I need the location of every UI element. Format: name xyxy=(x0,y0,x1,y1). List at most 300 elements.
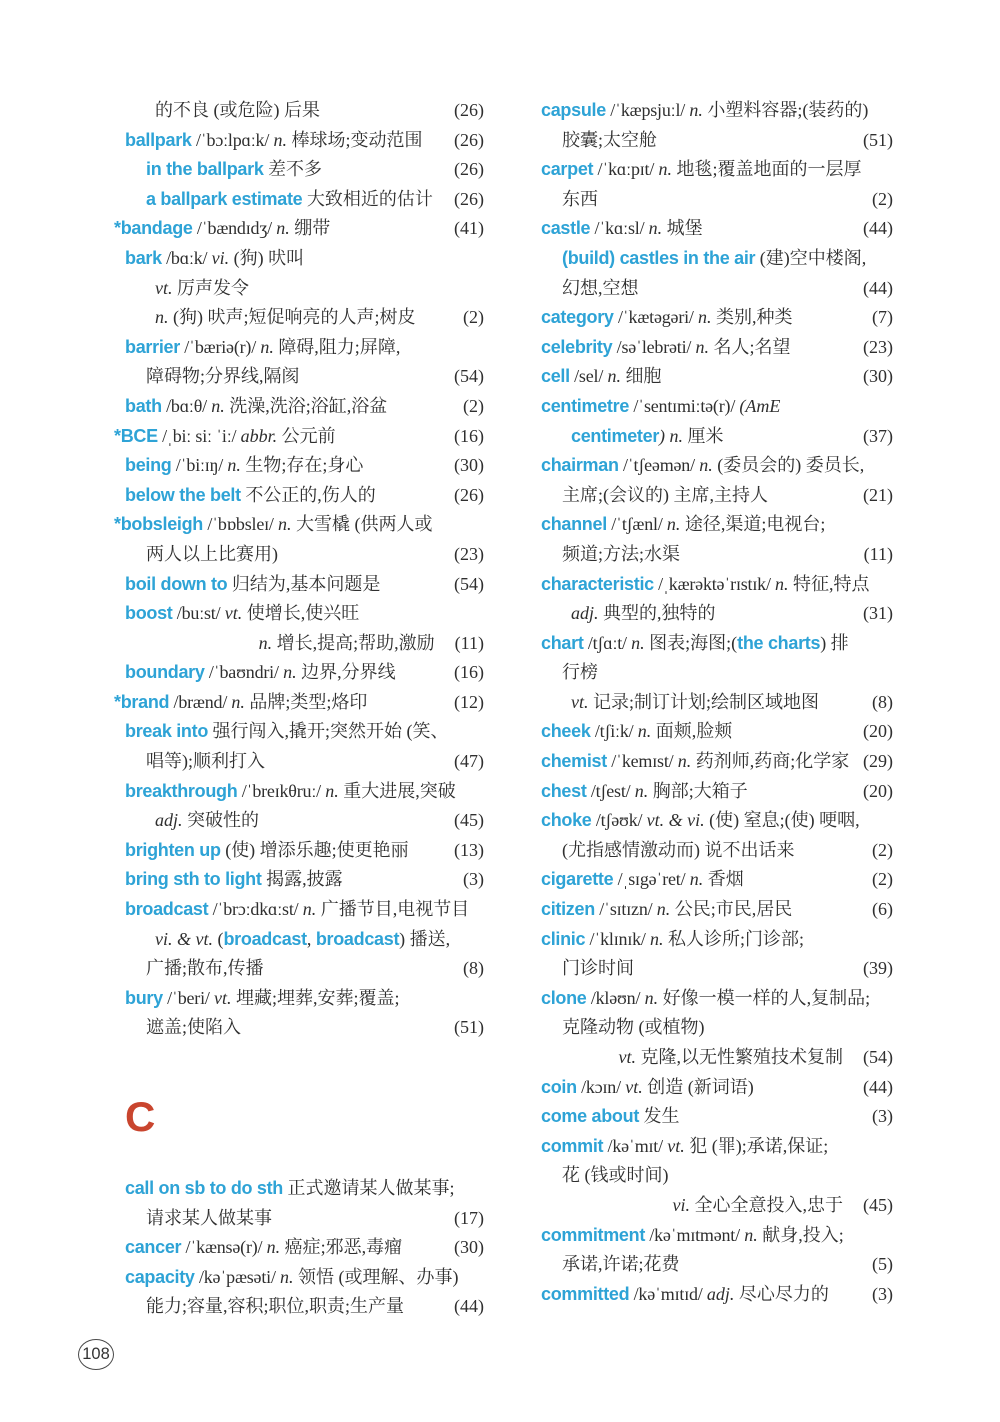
headword: *BCE xyxy=(114,425,158,446)
part-of-speech: n. xyxy=(258,632,273,653)
part-of-speech: vt. & vi. xyxy=(646,810,705,831)
entry-text xyxy=(541,303,793,333)
chinese-gloss: 尽心尽力的 xyxy=(734,1283,829,1304)
vocab-line xyxy=(541,1221,893,1251)
entry-text xyxy=(562,658,598,688)
part-of-speech: n. xyxy=(227,455,241,476)
entry-text xyxy=(125,865,343,895)
page-ref: (3) xyxy=(872,1283,893,1304)
part-of-speech: ) n. xyxy=(659,425,684,446)
vocab-line xyxy=(125,1233,484,1263)
entry-text xyxy=(541,717,732,747)
headword: celebrity xyxy=(541,336,613,357)
part-of-speech: n. xyxy=(634,780,649,801)
vocab-line xyxy=(125,658,484,688)
chinese-gloss: 胸部;大箱子 xyxy=(648,780,748,801)
entry-text xyxy=(125,333,400,363)
chinese-gloss: 埋藏;埋葬,安葬;覆盖; xyxy=(231,987,400,1008)
headword: capsule xyxy=(541,100,606,120)
part-of-speech: n. xyxy=(648,218,663,239)
part-of-speech: n. xyxy=(658,159,672,180)
phonetic: /ˈtʃeəmən/ xyxy=(618,455,700,476)
headword: cigarette xyxy=(541,869,614,890)
vocab-line xyxy=(125,392,484,422)
phonetic: /kɔɪn/ xyxy=(576,1076,626,1097)
vocab-line xyxy=(114,214,484,244)
part-of-speech: n. xyxy=(689,869,704,890)
entry-text xyxy=(114,422,336,452)
page-number-badge xyxy=(78,1339,114,1370)
entry-text xyxy=(541,1102,680,1132)
vocab-line xyxy=(125,865,484,895)
vocab-line xyxy=(125,126,484,156)
vocab-line xyxy=(114,422,484,452)
entry-text xyxy=(125,717,449,747)
entry-text xyxy=(541,895,792,925)
entry-text xyxy=(562,244,866,274)
page-ref: (30) xyxy=(454,1237,484,1258)
vocab-line xyxy=(125,1292,484,1322)
entry-text xyxy=(562,540,680,570)
entry-text xyxy=(562,1161,669,1191)
chinese-gloss: 发生 xyxy=(639,1106,680,1127)
chinese-gloss: 香烟 xyxy=(703,869,744,890)
page-ref: (5) xyxy=(872,1254,893,1275)
vocab-line xyxy=(541,185,893,215)
vocab-line xyxy=(541,1013,893,1043)
vocab-line xyxy=(541,274,893,304)
vocab-line xyxy=(125,570,484,600)
chinese-gloss: (使) 窒息;(使) 哽咽, xyxy=(704,810,860,831)
entry-text xyxy=(114,688,367,718)
entry-text xyxy=(541,1132,828,1162)
part-of-speech: vi. & vt. xyxy=(155,928,213,949)
headword: cheek xyxy=(541,721,591,742)
vocab-line xyxy=(125,451,484,481)
phonetic: /kəˈmɪtɪd/ xyxy=(629,1283,707,1304)
entry-text xyxy=(155,96,320,126)
vocab-line xyxy=(541,1043,893,1073)
phonetic: /ˈklɪnɪk/ xyxy=(585,928,651,949)
phonetic: /ˈkemɪst/ xyxy=(606,751,678,772)
chinese-gloss: 城堡 xyxy=(662,218,703,239)
phonetic: /ˈbreɪkθruː/ xyxy=(237,780,326,801)
entry-text xyxy=(541,392,780,422)
vocab-line xyxy=(541,777,893,807)
chinese-gloss: 障碍物;分界线,隔阂 xyxy=(146,366,300,387)
headword: capacity xyxy=(125,1266,195,1287)
headword: carpet xyxy=(541,159,594,180)
page-ref: (45) xyxy=(454,810,484,831)
phonetic: /ˈsentɪmiːtə(r)/ xyxy=(629,395,740,416)
entry-text xyxy=(125,984,400,1014)
entry-text xyxy=(541,1073,754,1103)
entry-text xyxy=(114,214,330,244)
vocab-line xyxy=(541,806,893,836)
vocab-line xyxy=(125,362,484,392)
phonetic: /ˈbiːɪŋ/ xyxy=(171,455,228,476)
headword: citizen xyxy=(541,899,595,920)
chinese-gloss: 障碍,阻力;屏障, xyxy=(273,336,401,357)
vocab-line xyxy=(125,629,484,659)
phonetic: /tʃiːk/ xyxy=(590,721,638,742)
chinese-gloss: 私人诊所;门诊部; xyxy=(663,928,805,949)
page-ref: (23) xyxy=(454,543,484,564)
chinese-gloss: 承诺,许诺;花费 xyxy=(562,1254,680,1275)
chinese-gloss: 品牌;类型;烙印 xyxy=(244,691,368,712)
phonetic: /ˈbaʊndri/ xyxy=(204,662,284,683)
part-of-speech: n. xyxy=(325,780,339,801)
chinese-gloss: 类别,种类 xyxy=(711,307,793,328)
part-of-speech: n. xyxy=(260,336,274,357)
chinese-gloss: 厉声发令 xyxy=(172,277,249,298)
phonetic: /ˈsɪtɪzn/ xyxy=(594,899,657,920)
chinese-gloss: 主席;(会议的) 主席,主持人 xyxy=(562,484,768,505)
entry-text xyxy=(146,954,264,984)
phonetic: /bɑːθ/ xyxy=(161,395,212,416)
entry-text xyxy=(125,126,422,156)
headword: bark xyxy=(125,247,162,268)
phonetic: /kəˈmɪt/ xyxy=(603,1135,668,1156)
chinese-gloss: (建)空中楼阁, xyxy=(755,247,867,268)
vocab-line xyxy=(541,1191,893,1221)
chinese-gloss: 的不良 (或危险) 后果 xyxy=(155,100,320,120)
entry-text xyxy=(541,925,804,955)
entry-text xyxy=(541,214,703,244)
part-of-speech: adj. xyxy=(706,1283,735,1304)
part-of-speech: n. xyxy=(650,928,664,949)
vocab-line xyxy=(125,1013,484,1043)
entry-text xyxy=(125,244,304,274)
chinese-gloss: 行榜 xyxy=(562,662,598,683)
vocab-line xyxy=(541,362,893,392)
vocab-line xyxy=(541,629,893,659)
page-ref: (26) xyxy=(454,129,484,150)
chinese-gloss: 归结为,基本问题是 xyxy=(227,573,381,594)
phonetic: /brænd/ xyxy=(169,691,232,712)
part-of-speech: n. xyxy=(278,514,292,535)
headword: broadcast xyxy=(125,899,209,920)
vocab-line xyxy=(541,126,893,156)
entry-text xyxy=(146,362,300,392)
chinese-gloss: (尤指感情激动而) 说不出话来 xyxy=(562,839,795,860)
vocab-line xyxy=(114,688,484,718)
page-ref: (44) xyxy=(863,1076,893,1097)
part-of-speech: vt. xyxy=(618,1047,636,1067)
entry-text xyxy=(125,451,363,481)
vocab-line xyxy=(541,1280,893,1310)
vocab-line xyxy=(125,836,484,866)
vocab-line xyxy=(541,747,893,777)
vocab-line xyxy=(125,333,484,363)
part-of-speech: vt. xyxy=(155,277,173,298)
headword: chairman xyxy=(541,455,619,476)
page-ref: (16) xyxy=(454,662,484,683)
chinese-gloss: ( xyxy=(212,928,224,949)
chinese-gloss: 生物;存在;身心 xyxy=(240,455,364,476)
entry-text xyxy=(146,1204,272,1234)
entry-text xyxy=(541,451,864,481)
headword: choke xyxy=(541,810,592,831)
part-of-speech: n. xyxy=(666,514,681,535)
section-letter-c: C xyxy=(125,1092,156,1140)
entry-text xyxy=(155,303,416,333)
part-of-speech: n. xyxy=(695,336,710,357)
phonetic: /ˈbrɔːdkɑːst/ xyxy=(208,899,303,920)
vocab-line xyxy=(541,303,893,333)
vocab-line xyxy=(125,274,484,304)
part-of-speech: n. xyxy=(280,1266,294,1287)
entry-text xyxy=(541,1280,829,1310)
phonetic: /kəˈpæsəti/ xyxy=(194,1266,281,1287)
entry-text xyxy=(619,1043,844,1073)
headword: come about xyxy=(541,1106,640,1127)
part-of-speech: vt. xyxy=(224,603,243,624)
page-ref: (51) xyxy=(863,129,893,150)
phonetic: /ˈbɔːlpɑːk/ xyxy=(191,129,274,150)
chinese-gloss: 花 (钱或时间) xyxy=(562,1165,669,1186)
headword: cancer xyxy=(125,1237,182,1258)
vocab-line xyxy=(541,392,893,422)
part-of-speech: vi. xyxy=(211,247,230,268)
vocab-line xyxy=(541,422,893,452)
entry-text xyxy=(155,274,249,304)
chinese-gloss: 药剂师,药商;化学家 xyxy=(691,751,850,772)
chinese-gloss: 重大进展,突破 xyxy=(338,780,456,801)
chinese-gloss: 献身,投入; xyxy=(757,1224,844,1245)
page-ref: (45) xyxy=(863,1194,893,1215)
page-ref: (21) xyxy=(863,484,893,505)
entry-text xyxy=(562,185,598,215)
entry-text xyxy=(155,806,259,836)
headword: cell xyxy=(541,366,570,387)
phonetic: /səˈlebrəti/ xyxy=(612,336,696,357)
vocab-line xyxy=(125,481,484,511)
chinese-gloss: 地毯;覆盖地面的一层厚 xyxy=(671,159,862,180)
part-of-speech: n. xyxy=(266,1237,281,1258)
chinese-gloss: ) 排 xyxy=(820,632,849,653)
chinese-gloss: 公元前 xyxy=(277,425,336,446)
chinese-gloss: 揭露,披露 xyxy=(261,869,343,890)
entry-text xyxy=(146,1292,404,1322)
headword: clone xyxy=(541,987,587,1008)
chinese-gloss: 大雪橇 (供两人或 xyxy=(291,514,433,535)
chinese-gloss: 绷带 xyxy=(289,218,331,239)
phonetic: /tʃɑːt/ xyxy=(583,632,632,653)
page-ref: (29) xyxy=(863,751,893,772)
headword: a ballpark estimate xyxy=(146,188,303,209)
page-ref: (26) xyxy=(454,188,484,209)
chinese-gloss: 频道;方法;水渠 xyxy=(562,543,681,564)
headword: being xyxy=(125,455,172,476)
part-of-speech: vt. xyxy=(571,691,589,712)
vocab-line xyxy=(125,303,484,333)
phonetic: /ˌsɪgəˈret/ xyxy=(613,869,690,890)
vocab-line xyxy=(541,1073,893,1103)
vocab-line xyxy=(114,510,484,540)
vocab-line xyxy=(125,717,484,747)
page-ref: (26) xyxy=(454,100,484,120)
part-of-speech: adj. xyxy=(155,810,183,831)
chinese-gloss: 广播;散布,传播 xyxy=(146,958,264,979)
chinese-gloss: 公民;市民,居民 xyxy=(670,899,793,920)
part-of-speech: abbr. xyxy=(240,425,278,446)
page-ref: (11) xyxy=(863,543,893,564)
vocab-line xyxy=(541,836,893,866)
headword: committed xyxy=(541,1283,630,1304)
headword: coin xyxy=(541,1076,577,1097)
headword: bath xyxy=(125,395,162,416)
chinese-gloss: 领悟 (或理解、办事) xyxy=(293,1266,459,1287)
chinese-gloss: 犯 (罪);承诺,保证; xyxy=(684,1135,829,1156)
vocab-line xyxy=(541,1132,893,1162)
entry-text xyxy=(125,1174,455,1204)
vocab-line xyxy=(541,244,893,274)
headword: *bobsleigh xyxy=(114,514,204,535)
vocab-line xyxy=(125,1174,484,1204)
vocab-line xyxy=(541,599,893,629)
entry-text xyxy=(562,126,657,156)
page-ref: (51) xyxy=(454,1017,484,1038)
headword: chest xyxy=(541,780,587,801)
entry-text xyxy=(541,747,849,777)
chinese-gloss: 面颊,脸颊 xyxy=(651,721,733,742)
headword: below the belt xyxy=(125,484,241,505)
page-ref: (2) xyxy=(463,307,484,328)
part-of-speech: n. xyxy=(211,395,225,416)
headword: the charts xyxy=(737,632,821,653)
vocab-line xyxy=(541,510,893,540)
chinese-gloss: 广播节目,电视节目 xyxy=(316,899,470,920)
chinese-gloss: 克隆,以无性繁殖技术复制 xyxy=(636,1047,843,1067)
headword: barrier xyxy=(125,336,180,357)
chinese-gloss: (狗) 吠叫 xyxy=(229,247,305,268)
vocab-line xyxy=(541,540,893,570)
phonetic: /kləʊn/ xyxy=(586,987,645,1008)
phonetic: /sel/ xyxy=(569,366,608,387)
vocab-line xyxy=(541,1250,893,1280)
phonetic: /ˈkætəgəri/ xyxy=(613,307,699,328)
headword: centimeter xyxy=(571,425,660,446)
entry-text xyxy=(541,806,860,836)
phonetic: /kəˈmɪtmənt/ xyxy=(645,1224,745,1245)
chinese-gloss: 请求某人做某事 xyxy=(146,1207,272,1228)
page-ref: (2) xyxy=(872,188,893,209)
entry-text xyxy=(541,629,849,659)
page-ref: (44) xyxy=(863,277,893,298)
chinese-gloss: 途径,渠道;电视台; xyxy=(680,514,826,535)
part-of-speech: adj. xyxy=(571,603,599,624)
vocab-line xyxy=(125,244,484,274)
page-ref: (20) xyxy=(863,780,893,801)
entry-text xyxy=(259,629,435,659)
headword: *brand xyxy=(114,691,170,712)
page-ref: (26) xyxy=(454,484,484,505)
page-ref: (20) xyxy=(863,721,893,742)
chinese-gloss: (委员会的) 委员长, xyxy=(712,455,865,476)
phonetic: /ˈkɑːsl/ xyxy=(590,218,649,239)
page-ref: (26) xyxy=(454,159,484,180)
headword: boundary xyxy=(125,662,205,683)
page-ref: (2) xyxy=(872,869,893,890)
part-of-speech: vt. xyxy=(667,1135,685,1156)
entry-text xyxy=(541,984,870,1014)
chinese-gloss: 棒球场;变动范围 xyxy=(286,129,423,150)
headword: break into xyxy=(125,721,209,742)
page-ref: (7) xyxy=(872,307,893,328)
entry-text xyxy=(125,481,376,511)
phonetic: /ˈkæpsjuːl/ xyxy=(605,100,690,120)
page-ref: (8) xyxy=(872,691,893,712)
chinese-gloss: 厘米 xyxy=(683,425,724,446)
page-ref: (6) xyxy=(872,899,893,920)
chinese-gloss: 门诊时间 xyxy=(562,958,634,979)
phonetic: /ˌkærəktəˈrɪstɪk/ xyxy=(653,573,776,594)
chinese-gloss: , xyxy=(306,928,316,949)
phonetic: /tʃəʊk/ xyxy=(591,810,647,831)
entry-text xyxy=(541,865,744,895)
headword: chart xyxy=(541,632,584,653)
part-of-speech: n. xyxy=(677,751,692,772)
entry-text xyxy=(125,1263,459,1293)
vocab-line xyxy=(125,155,484,185)
vocab-line xyxy=(125,777,484,807)
headword: clinic xyxy=(541,928,586,949)
headword: *bandage xyxy=(114,218,193,239)
chinese-gloss: 大致相近的估计 xyxy=(302,188,433,209)
vocab-line xyxy=(125,984,484,1014)
vocab-line xyxy=(541,570,893,600)
entry-text xyxy=(541,362,661,392)
page-ref: (13) xyxy=(454,839,484,860)
vocab-line xyxy=(541,984,893,1014)
entry-text xyxy=(146,1013,241,1043)
part-of-speech: n. xyxy=(637,721,652,742)
phonetic: /ˈbɒbsleɪ/ xyxy=(203,514,279,535)
entry-text xyxy=(541,1221,844,1251)
chinese-gloss: 幻想,空想 xyxy=(562,277,639,298)
part-of-speech: n. xyxy=(656,899,671,920)
entry-text xyxy=(125,777,456,807)
chinese-gloss: 小塑料容器;(装药的) xyxy=(702,100,869,120)
phonetic: /tʃest/ xyxy=(586,780,635,801)
entry-text xyxy=(146,747,265,777)
phonetic: /ˈbændɪdʒ/ xyxy=(192,218,277,239)
vocab-line xyxy=(541,895,893,925)
vocab-line xyxy=(125,599,484,629)
page-ref: (44) xyxy=(863,218,893,239)
entry-text xyxy=(562,1013,705,1043)
chinese-gloss: 遮盖;使陷入 xyxy=(146,1017,242,1038)
entry-text xyxy=(562,1250,680,1280)
chinese-gloss: 差不多 xyxy=(263,159,323,180)
page-ref: (54) xyxy=(454,366,484,387)
page-ref: (41) xyxy=(454,218,484,239)
chinese-gloss: 突破性的 xyxy=(182,810,260,831)
entry-text xyxy=(562,481,768,511)
headword: broadcast xyxy=(315,928,400,949)
page-ref: (54) xyxy=(454,573,484,594)
chinese-gloss: 典型的,独特的 xyxy=(598,603,716,624)
headword: (build) castles in the air xyxy=(562,247,756,268)
phonetic: /ˈberi/ xyxy=(162,987,214,1008)
entry-text xyxy=(562,836,795,866)
chinese-gloss: 强行闯入,撬开;突然开始 (笑、 xyxy=(208,721,449,742)
page-ref: (30) xyxy=(863,366,893,387)
chinese-gloss: 正式邀请某人做某事; xyxy=(283,1178,455,1198)
entry-text xyxy=(562,954,634,984)
chinese-gloss: 唱等);顺利打入 xyxy=(146,751,265,772)
